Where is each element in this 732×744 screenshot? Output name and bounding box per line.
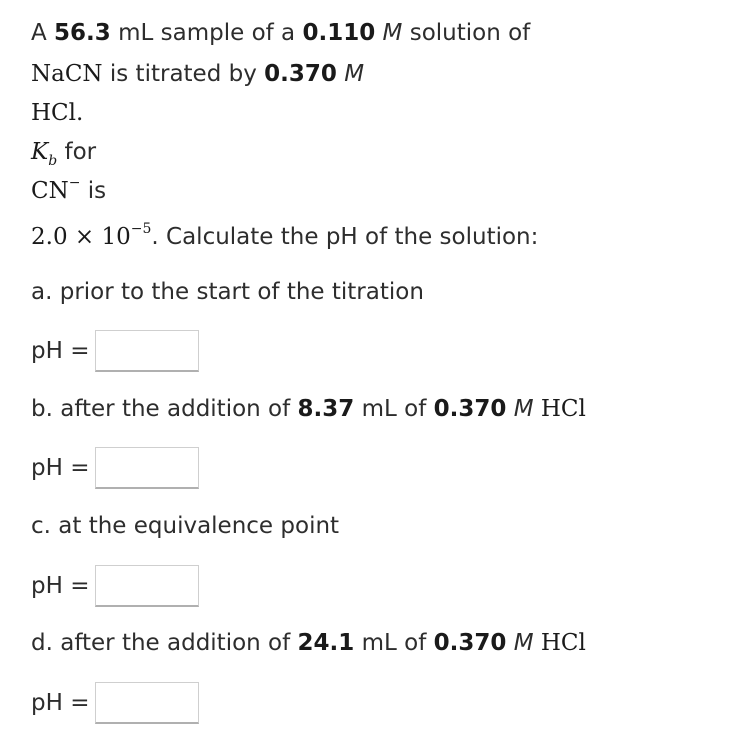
ph-label: pH = bbox=[31, 573, 90, 599]
text-fragment: mL sample of a bbox=[110, 20, 303, 46]
ion-charge: − bbox=[68, 175, 81, 191]
sodium-cyanide-formula: NaCN bbox=[31, 61, 103, 87]
added-volume: 24.1 bbox=[297, 630, 355, 656]
part-d-label bbox=[31, 628, 586, 658]
cyanide-ion-formula: CN bbox=[31, 178, 69, 204]
text-fragment: . Calculate the pH of the solution: bbox=[151, 224, 539, 250]
titrant-concentration: 0.370 bbox=[433, 396, 507, 422]
problem-line-5 bbox=[31, 176, 106, 209]
text-fragment: mL of bbox=[354, 630, 434, 656]
problem-line-4 bbox=[31, 137, 96, 170]
hcl-formula: HCl bbox=[540, 630, 586, 656]
ph-label: pH = bbox=[31, 690, 90, 716]
text-fragment: is bbox=[80, 178, 107, 204]
added-volume: 8.37 bbox=[297, 396, 355, 422]
part-b-answer-row bbox=[31, 447, 199, 489]
text-fragment: b. after the addition of bbox=[31, 396, 298, 422]
times-sign: × bbox=[67, 224, 102, 250]
kb-exponent: −5 bbox=[130, 221, 152, 237]
kb-mantissa: 2.0 bbox=[31, 224, 68, 250]
ph-label: pH = bbox=[31, 455, 90, 481]
kb-base: 10 bbox=[101, 224, 131, 250]
text-fragment: solution of bbox=[402, 20, 531, 46]
text-fragment: is titrated by bbox=[102, 61, 265, 87]
problem-line-3 bbox=[31, 98, 83, 128]
text-fragment: d. after the addition of bbox=[31, 630, 298, 656]
kb-subscript: b bbox=[48, 153, 58, 169]
ph-label: pH = bbox=[31, 338, 90, 364]
molarity-unit: M bbox=[344, 61, 365, 87]
part-c-answer-row bbox=[31, 565, 199, 607]
sample-concentration: 0.110 bbox=[302, 20, 376, 46]
part-a-answer-row bbox=[31, 330, 199, 372]
part-a-label: a. prior to the start of the titration bbox=[31, 279, 424, 305]
problem-line-6 bbox=[31, 222, 538, 255]
molarity-unit: M bbox=[382, 20, 403, 46]
part-c-ph-input[interactable] bbox=[95, 565, 199, 607]
part-c-label: c. at the equivalence point bbox=[31, 513, 340, 539]
text-fragment: A bbox=[31, 20, 55, 46]
kb-symbol: K bbox=[31, 139, 49, 165]
part-b-label bbox=[31, 394, 586, 424]
text-fragment: mL of bbox=[354, 396, 434, 422]
part-d-ph-input[interactable] bbox=[95, 682, 199, 724]
sample-volume: 56.3 bbox=[54, 20, 111, 46]
molarity-unit: M bbox=[513, 630, 534, 656]
problem-line-2 bbox=[31, 59, 364, 89]
titrant-concentration: 0.370 bbox=[433, 630, 507, 656]
part-d-answer-row bbox=[31, 682, 199, 724]
part-b-ph-input[interactable] bbox=[95, 447, 199, 489]
titrant-concentration: 0.370 bbox=[264, 61, 337, 87]
part-a-ph-input[interactable] bbox=[95, 330, 199, 372]
text-fragment: for bbox=[57, 139, 97, 165]
hcl-formula: HCl. bbox=[31, 100, 84, 126]
problem-line-1 bbox=[31, 18, 530, 48]
hcl-formula: HCl bbox=[540, 396, 586, 422]
molarity-unit: M bbox=[513, 396, 534, 422]
